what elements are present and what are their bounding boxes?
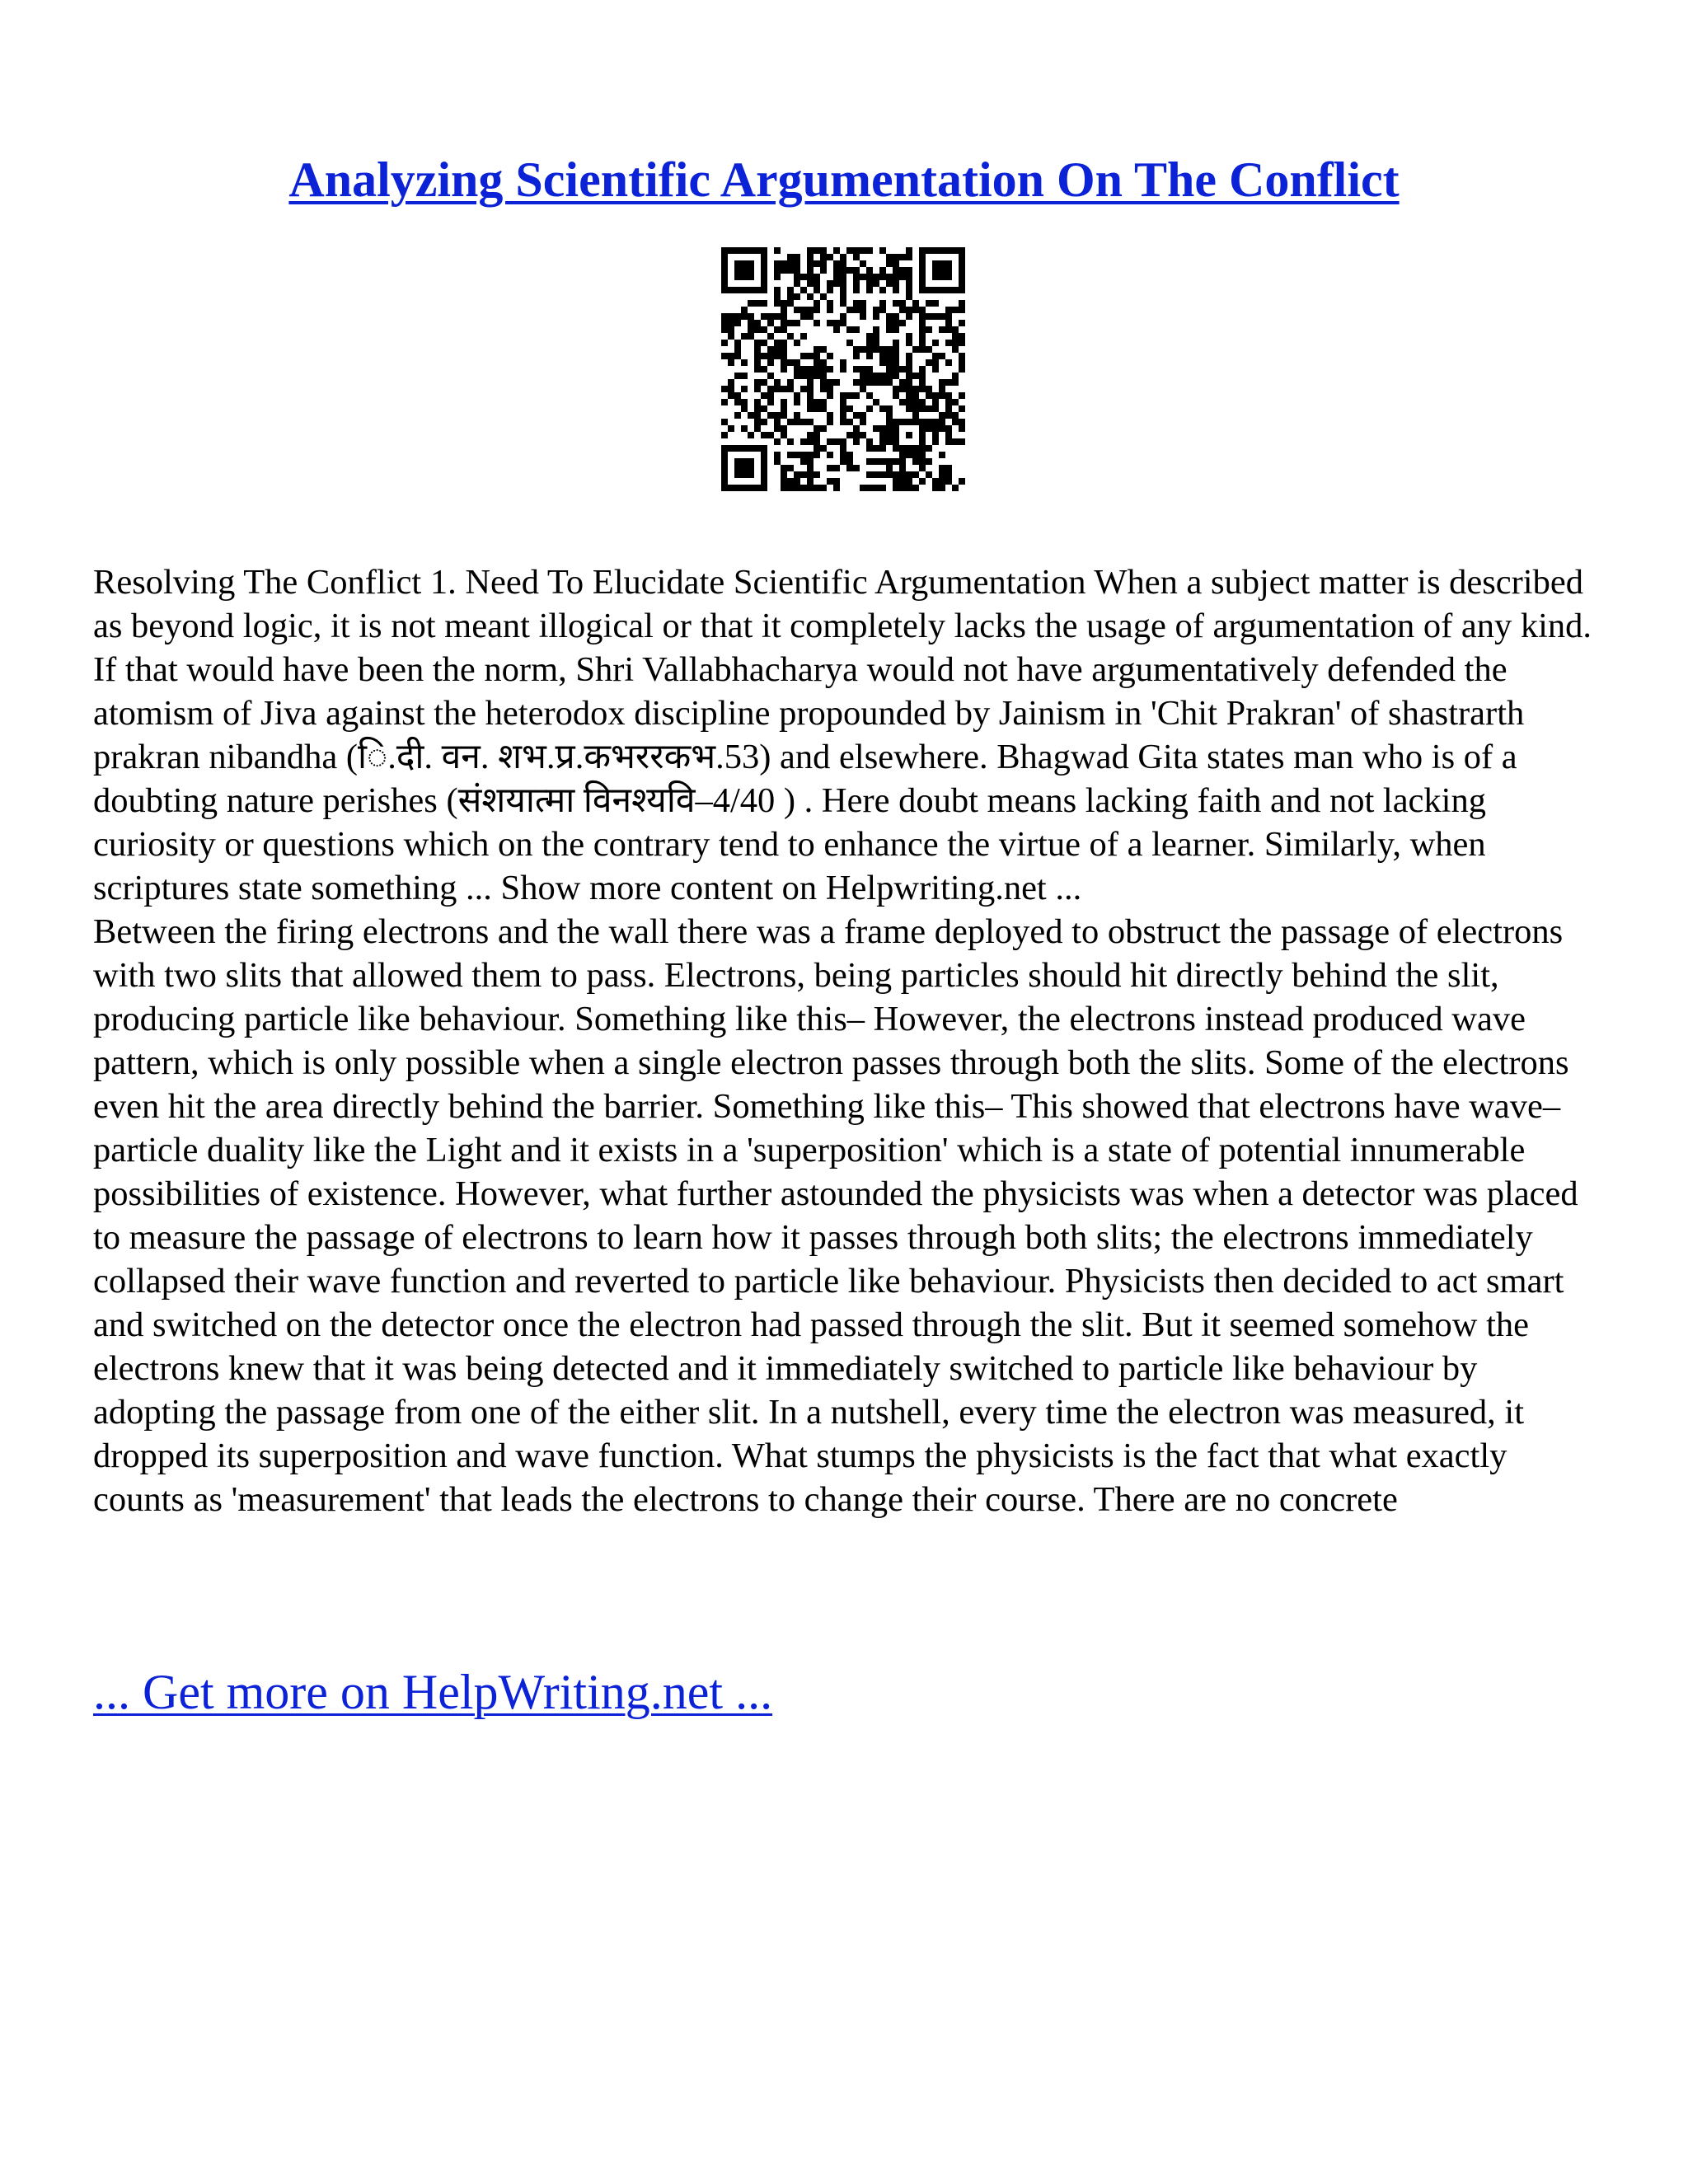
qr-code-graphic <box>721 247 965 491</box>
qr-code-icon <box>721 247 965 491</box>
get-more-link[interactable]: ... Get more on HelpWriting.net ... <box>93 1665 773 1719</box>
paragraph-intro: Resolving The Conflict 1. Need To Elucidate Scientific Argumentation When a subject matter is described as beyond logic, it is not meant illogical or that it completely lacks the usage of argumentation of any kind. If that would have been the norm, Shri Vallabhacharya would not have argumentatively defended the atomism of Jiva against the heterodox discipline propounded by Jainism in 'Chit Prakran' of shastrarth prakran nibandha (ि.दी. वन. शभ.प्र.कभररकभ.53) and elsewhere. Bhagwad Gita states man who is of a doubting nature perishes (संशयात्मा विनश्यवि–4/40 ) . Here doubt means lacking faith and not lacking curiosity or questions which on the contrary tend to enhance the virtue of a learner. Similarly, when scriptures state something ... Show more content on Helpwriting.net ... <box>93 563 1592 907</box>
page-title <box>0 148 1688 211</box>
get-more-link-container <box>93 1661 772 1723</box>
paragraph-experiment: Between the firing electrons and the wall there was a frame deployed to obstruct the passage of electrons with two slits that allowed them to pass. Electrons, being particles should hit directly behind the slit, producing particle like behaviour. Something like this– However, the electrons instead produced wave pattern, which is only possible when a single electron passes through both the slits. Some of the electrons even hit the area directly behind the barrier. Something like this– This showed that electrons have wave–particle duality like the Light and it exists in a 'superposition' which is a state of potential innumerable possibilities of existence. However, what further astounded the physicists was when a detector was placed to measure the passage of electrons to learn how it passes through both slits; the electrons immediately collapsed their wave function and reverted to particle like behaviour. Physicists then decided to act smart and switched on the detector once the electron had passed through the slit. But it seemed somehow the electrons knew that it was being detected and it immediately switched to particle like behaviour by adopting the passage from one of the either slit. In a nutshell, every time the electron was measured, it dropped its superposition and wave function. What stumps the physicists is the fact that what exactly counts as 'measurement' that leads the electrons to change their course. There are no concrete <box>93 912 1578 1519</box>
title-link[interactable]: Analyzing Scientific Argumentation On The Conflict <box>288 152 1400 208</box>
article-body <box>93 560 1601 1521</box>
